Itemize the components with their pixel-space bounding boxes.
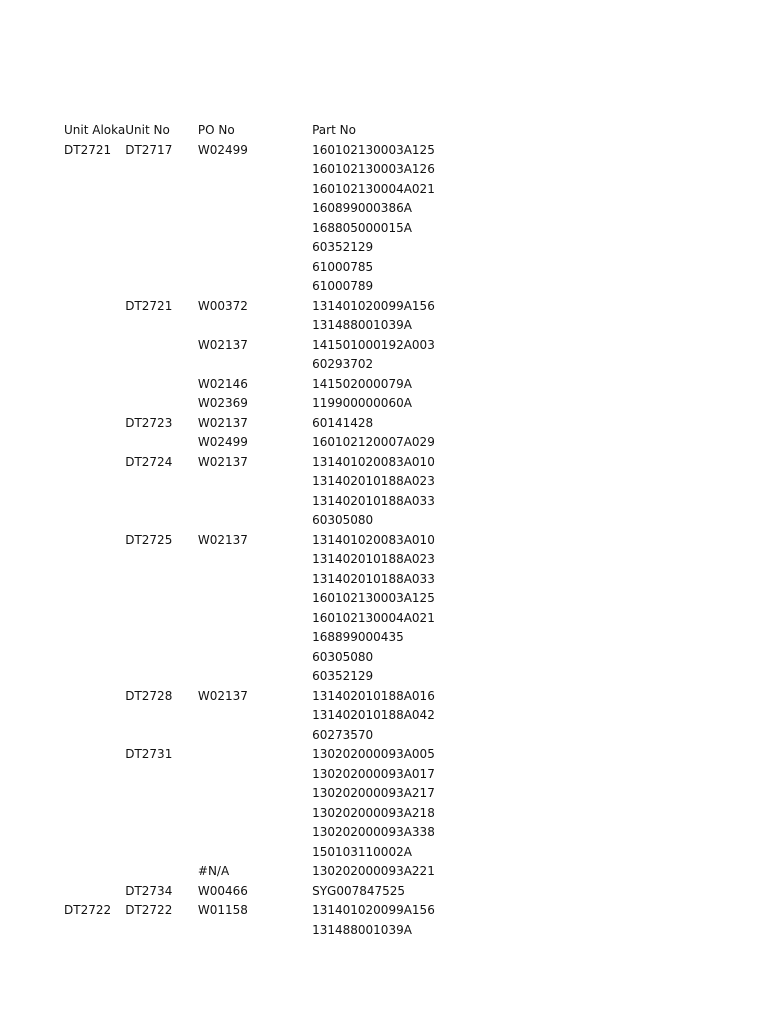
cell-unit-aloka [64, 843, 125, 863]
table-row [64, 160, 444, 180]
table-row [64, 823, 444, 843]
header-row [64, 121, 444, 141]
cell-part-no: 131401020083A010 [312, 454, 435, 469]
cell-part-no: 131401020099A156 [312, 903, 435, 917]
cell-po-no [198, 472, 312, 492]
cell-po-no [198, 199, 312, 219]
cell-part-no: 131401020099A156 [312, 298, 435, 313]
table-row [64, 843, 444, 863]
cell-unit-no [125, 765, 198, 785]
cell-part-no: 131401020083A010 [312, 532, 435, 547]
table-row [64, 804, 444, 824]
cell-po-no [198, 628, 312, 648]
cell-unit-no: DT2721 [125, 298, 173, 313]
cell-unit-aloka [64, 628, 125, 648]
cell-po-no [198, 511, 312, 531]
cell-po-no: W01158 [197, 903, 248, 917]
cell-unit-no [125, 238, 198, 258]
cell-part-no: 160102130004A021 [312, 610, 435, 625]
cell-unit-no: DT2725 [125, 532, 173, 547]
table-row [64, 550, 444, 570]
table-row [64, 745, 444, 765]
cell-unit-aloka [64, 921, 125, 941]
cell-unit-no: DT2717 [125, 142, 173, 157]
table-row [64, 609, 444, 629]
cell-unit-aloka [64, 882, 125, 902]
cell-unit-aloka [64, 375, 125, 395]
cell-part-no: 131402010188A023 [312, 474, 435, 488]
table-row [64, 511, 444, 531]
cell-unit-aloka [64, 589, 125, 609]
header-part-no: Part No [312, 123, 356, 137]
cell-unit-no: DT2722 [125, 903, 173, 917]
cell-part-no: 130202000093A221 [312, 864, 435, 878]
parts-table [64, 121, 444, 940]
cell-po-no: W02499 [197, 435, 248, 449]
cell-unit-no [125, 628, 198, 648]
cell-part-no: 150103110002A [312, 844, 412, 859]
cell-part-no: 160102130003A125 [312, 142, 435, 157]
cell-po-no [198, 609, 312, 629]
table-row [64, 492, 444, 512]
cell-po-no [198, 589, 312, 609]
cell-po-no [198, 823, 312, 843]
table-row [64, 394, 444, 414]
table-row [64, 531, 444, 551]
cell-unit-no [125, 160, 198, 180]
table-row [64, 667, 444, 687]
table-row [64, 219, 444, 239]
cell-unit-aloka [64, 511, 125, 531]
cell-part-no: 131402010188A023 [312, 552, 435, 566]
header-po-no: PO No [197, 123, 235, 137]
table-row [64, 355, 444, 375]
cell-unit-aloka [64, 687, 125, 707]
cell-part-no: 131402010188A042 [312, 708, 435, 722]
cell-unit-aloka [64, 706, 125, 726]
cell-part-no: 130202000093A217 [312, 786, 435, 800]
cell-unit-aloka [64, 258, 125, 278]
cell-po-no [198, 355, 312, 375]
cell-unit-aloka [64, 199, 125, 219]
cell-unit-no [125, 921, 198, 941]
cell-unit-no [125, 511, 198, 531]
cell-unit-no [125, 355, 198, 375]
table-row [64, 199, 444, 219]
cell-unit-aloka [64, 550, 125, 570]
table-row [64, 765, 444, 785]
cell-po-no [198, 921, 312, 941]
table-row [64, 258, 444, 278]
cell-unit-aloka [64, 219, 125, 239]
cell-po-no: W02137 [197, 337, 248, 352]
cell-unit-aloka [64, 160, 125, 180]
cell-po-no [198, 765, 312, 785]
cell-unit-aloka [64, 414, 125, 434]
cell-po-no [198, 667, 312, 687]
cell-part-no: 131488001039A [312, 922, 412, 937]
table-row [64, 238, 444, 258]
cell-unit-aloka [64, 745, 125, 765]
cell-part-no: 60305080 [312, 649, 374, 664]
cell-part-no: 60352129 [312, 669, 374, 683]
cell-unit-no: DT2734 [125, 883, 173, 898]
cell-unit-no [125, 706, 198, 726]
cell-unit-aloka [64, 297, 125, 317]
cell-unit-aloka [64, 316, 125, 336]
table-row [64, 589, 444, 609]
cell-unit-no [125, 589, 198, 609]
cell-unit-aloka [64, 355, 125, 375]
cell-unit-no [125, 375, 198, 395]
header-unit-no: Unit No [125, 123, 170, 137]
cell-part-no: 160102130003A125 [312, 591, 435, 605]
table-row [64, 277, 444, 297]
cell-po-no: W02499 [197, 142, 248, 157]
table-row [64, 921, 444, 941]
cell-unit-aloka [64, 726, 125, 746]
cell-po-no: W00372 [197, 298, 248, 313]
cell-po-no [198, 804, 312, 824]
cell-unit-no [125, 492, 198, 512]
cell-part-no: 160102130003A126 [312, 162, 435, 176]
table-row [64, 628, 444, 648]
table-row [64, 433, 444, 453]
cell-unit-no: DT2728 [125, 688, 173, 703]
cell-po-no [198, 238, 312, 258]
cell-po-no [198, 160, 312, 180]
cell-unit-aloka [64, 180, 125, 200]
cell-po-no [198, 180, 312, 200]
cell-po-no [198, 570, 312, 590]
cell-unit-aloka [64, 336, 125, 356]
cell-po-no [198, 258, 312, 278]
cell-unit-aloka [64, 823, 125, 843]
cell-part-no: 130202000093A005 [312, 747, 435, 761]
table-row [64, 180, 444, 200]
cell-part-no: 60273570 [312, 727, 374, 742]
table-row [64, 570, 444, 590]
table-row [64, 901, 444, 921]
cell-po-no: W00466 [197, 883, 248, 898]
cell-unit-no [125, 394, 198, 414]
cell-unit-no: DT2723 [125, 415, 173, 430]
cell-unit-no [125, 648, 198, 668]
cell-unit-aloka [64, 277, 125, 297]
table-row [64, 297, 444, 317]
table-row [64, 862, 444, 882]
cell-unit-aloka: DT2722 [64, 903, 112, 917]
table-row [64, 687, 444, 707]
cell-po-no [198, 648, 312, 668]
cell-po-no [198, 492, 312, 512]
cell-unit-aloka [64, 433, 125, 453]
cell-po-no [198, 745, 312, 765]
cell-unit-no [125, 550, 198, 570]
cell-unit-aloka [64, 531, 125, 551]
cell-unit-no [125, 336, 198, 356]
cell-part-no: 60352129 [312, 240, 374, 254]
table-row [64, 726, 444, 746]
cell-part-no: 130202000093A017 [312, 766, 435, 781]
cell-part-no: 119900000060A [312, 396, 412, 410]
cell-po-no: W02137 [197, 688, 248, 703]
table-row [64, 141, 444, 161]
table-row [64, 453, 444, 473]
table-row [64, 784, 444, 804]
cell-unit-aloka [64, 804, 125, 824]
cell-unit-no [125, 726, 198, 746]
cell-unit-no [125, 823, 198, 843]
cell-unit-aloka [64, 784, 125, 804]
cell-unit-no: DT2724 [125, 454, 173, 469]
cell-part-no: 131402010188A033 [312, 571, 435, 586]
cell-part-no: 60305080 [312, 513, 374, 527]
cell-po-no [198, 550, 312, 570]
cell-unit-no [125, 804, 198, 824]
table-row [64, 882, 444, 902]
cell-unit-aloka [64, 472, 125, 492]
cell-unit-no [125, 862, 198, 882]
cell-part-no: 131402010188A033 [312, 493, 435, 508]
cell-unit-aloka: DT2721 [64, 142, 112, 157]
cell-unit-aloka [64, 394, 125, 414]
cell-unit-no [125, 433, 198, 453]
cell-part-no: 130202000093A338 [312, 825, 435, 839]
table-row [64, 706, 444, 726]
cell-unit-no [125, 277, 198, 297]
cell-unit-no [125, 667, 198, 687]
cell-unit-aloka [64, 667, 125, 687]
cell-part-no: 141501000192A003 [312, 337, 435, 352]
cell-part-no: 60141428 [312, 415, 374, 430]
cell-unit-aloka [64, 648, 125, 668]
cell-part-no: 168805000015A [312, 220, 412, 235]
cell-po-no [198, 316, 312, 336]
cell-unit-aloka [64, 238, 125, 258]
parts-table-body [64, 121, 444, 940]
cell-po-no [198, 219, 312, 239]
cell-part-no: 131402010188A016 [312, 688, 435, 703]
header-unit-aloka: Unit Aloka [64, 123, 126, 137]
cell-po-no: #N/A [197, 864, 230, 878]
cell-unit-no [125, 316, 198, 336]
cell-part-no: 60293702 [312, 357, 374, 371]
cell-unit-no [125, 609, 198, 629]
table-row [64, 414, 444, 434]
cell-unit-no: DT2731 [125, 747, 173, 761]
cell-part-no: 130202000093A218 [312, 805, 435, 820]
cell-unit-aloka [64, 765, 125, 785]
cell-unit-aloka [64, 862, 125, 882]
cell-part-no: 168899000435 [312, 630, 404, 644]
cell-unit-no [125, 472, 198, 492]
cell-unit-no [125, 180, 198, 200]
cell-unit-no [125, 843, 198, 863]
cell-unit-no [125, 784, 198, 804]
cell-unit-aloka [64, 570, 125, 590]
cell-unit-aloka [64, 492, 125, 512]
table-row [64, 375, 444, 395]
cell-unit-no [125, 570, 198, 590]
cell-po-no: W02146 [197, 376, 248, 391]
cell-po-no: W02137 [197, 532, 248, 547]
spreadsheet [64, 121, 444, 940]
cell-po-no: W02137 [197, 454, 248, 469]
cell-unit-no [125, 219, 198, 239]
cell-part-no: 160102130004A021 [312, 181, 435, 196]
cell-part-no: 61000789 [312, 279, 374, 293]
cell-po-no [198, 843, 312, 863]
cell-unit-aloka [64, 453, 125, 473]
cell-part-no: 160102120007A029 [312, 435, 435, 449]
cell-po-no [198, 706, 312, 726]
cell-part-no: 131488001039A [312, 318, 412, 332]
cell-unit-aloka [64, 609, 125, 629]
cell-po-no: W02137 [197, 415, 248, 430]
cell-part-no: 160899000386A [312, 201, 412, 215]
cell-part-no: 61000785 [312, 259, 374, 274]
cell-unit-no [125, 258, 198, 278]
table-row [64, 648, 444, 668]
table-row [64, 316, 444, 336]
cell-unit-no [125, 199, 198, 219]
cell-part-no: SYG007847525 [312, 883, 406, 898]
cell-part-no: 141502000079A [312, 376, 412, 391]
table-row [64, 472, 444, 492]
table-row [64, 336, 444, 356]
cell-po-no [198, 784, 312, 804]
cell-po-no [198, 726, 312, 746]
cell-po-no: W02369 [197, 396, 248, 410]
cell-po-no [198, 277, 312, 297]
